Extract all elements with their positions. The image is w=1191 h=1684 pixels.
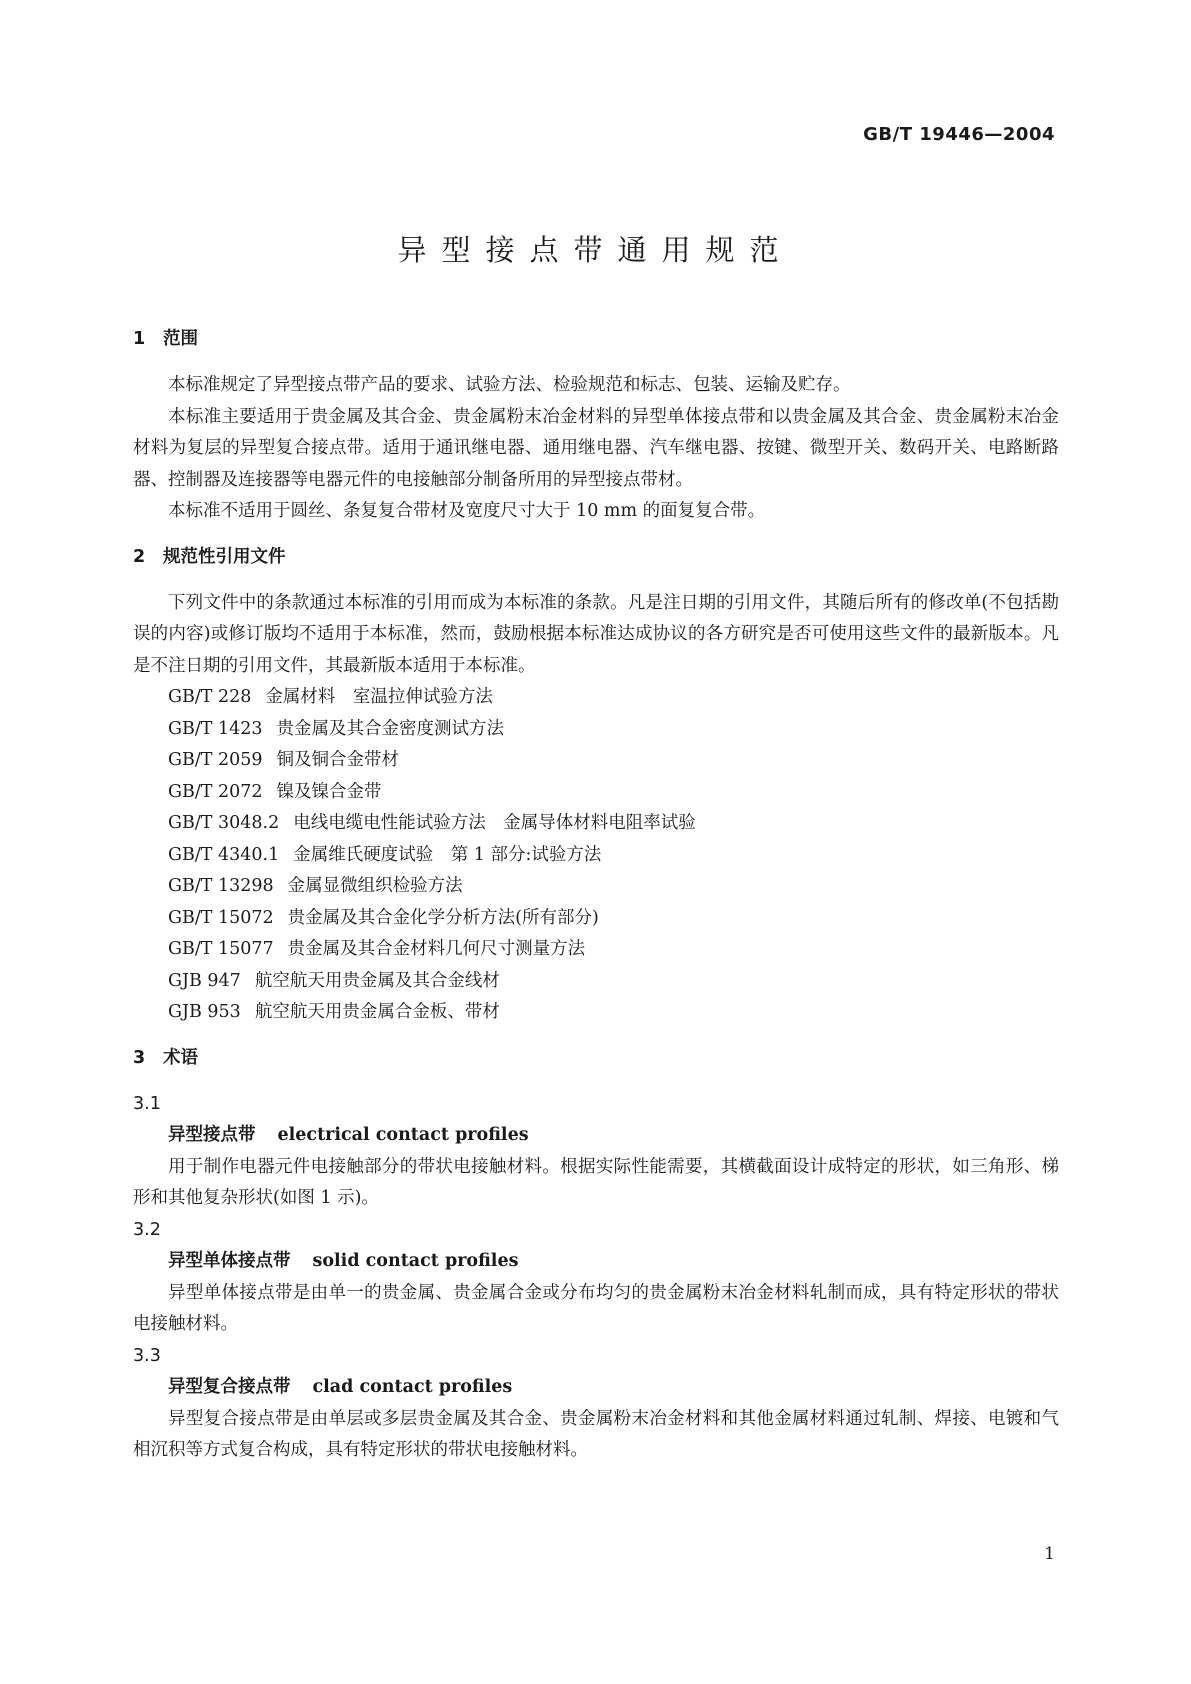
reference-item xyxy=(133,808,1059,840)
section-heading-terms xyxy=(133,1041,1059,1075)
reference-item xyxy=(133,997,1059,1029)
term-name-en: electrical contact profiles xyxy=(277,1125,529,1145)
reference-item xyxy=(133,934,1059,966)
reference-code: GB/T 2059 xyxy=(168,750,263,770)
reference-title: 航空航天用贵金属合金板、带材 xyxy=(254,1002,500,1022)
reference-item xyxy=(133,682,1059,714)
section-number: 1 xyxy=(133,329,146,349)
reference-item xyxy=(133,840,1059,872)
term-number: 3.3 xyxy=(133,1345,161,1366)
term-entry xyxy=(133,1089,1059,1215)
reference-code: GB/T 4340.1 xyxy=(168,844,280,865)
term-entry xyxy=(133,1341,1059,1467)
term-definition: 用于制作电器元件电接触部分的带状电接触材料。根据实际性能需要，其横截面设计成特定的形状，如三角形、梯形和其他复杂形状(如图 1 示)。 xyxy=(133,1156,1059,1208)
page-header-code: GB/T 19446—2004 xyxy=(863,124,1055,145)
section-title: 规范性引用文件 xyxy=(163,546,286,567)
term-definition: 异型复合接点带是由单层或多层贵金属及其合金、贵金属粉末冶金材料和其他金属材料通过轧制、焊接、电镀和气相沉积等方式复合构成，具有特定形状的带状电接触材料。 xyxy=(133,1408,1059,1460)
reference-item xyxy=(133,903,1059,935)
term-definition: 异型单体接点带是由单一的贵金属、贵金属合金或分布均匀的贵金属粉末冶金材料轧制而成，具有特定形状的带状电接触材料。 xyxy=(133,1282,1059,1334)
reference-title: 贵金属及其合金材料几何尺寸测量方法 xyxy=(287,939,586,959)
reference-code: GB/T 1423 xyxy=(168,718,263,739)
scope-paragraph: 本标准不适用于圆丝、条复复合带材及宽度尺寸大于 10 mm 的面复复合带。 xyxy=(168,501,766,521)
reference-code: GB/T 13298 xyxy=(168,876,274,896)
document-body xyxy=(133,322,1059,1467)
reference-title: 金属显微组织检验方法 xyxy=(287,876,463,896)
section-heading-scope xyxy=(133,322,1059,356)
reference-item xyxy=(133,745,1059,777)
reference-item xyxy=(133,714,1059,746)
reference-code: GB/T 15077 xyxy=(168,939,274,959)
reference-title: 金属维氏硬度试验 第 1 部分:试验方法 xyxy=(293,844,602,865)
reference-code: GJB 953 xyxy=(168,1002,241,1022)
reference-code: GB/T 15072 xyxy=(168,907,274,928)
term-entry xyxy=(133,1215,1059,1341)
reference-title: 金属材料 室温拉伸试验方法 xyxy=(265,687,493,707)
reference-code: GB/T 3048.2 xyxy=(168,813,280,833)
scope-paragraph: 本标准规定了异型接点带产品的要求、试验方法、检验规范和标志、包装、运输及贮存。 xyxy=(168,375,851,395)
reference-title: 镍及镍合金带 xyxy=(276,781,382,802)
reference-code: GB/T 228 xyxy=(168,687,252,707)
reference-title: 铜及铜合金带材 xyxy=(276,750,400,770)
scope-paragraph: 本标准主要适用于贵金属及其合金、贵金属粉末冶金材料的异型单体接点带和以贵金属及其合金、贵金属粉末冶金材料为复层的异型复合接点带。适用于通讯继电器、通用继电器、汽车继电器、按键、微型开关、数码开关、电路断路器、控制器及连接器等电器元件的电接触部分制备所用的异型接点带材。 xyxy=(133,406,1059,490)
section-heading-refs xyxy=(133,540,1059,574)
term-number: 3.1 xyxy=(133,1093,161,1114)
section-number: 2 xyxy=(133,546,146,567)
reference-code: GJB 947 xyxy=(168,970,241,991)
reference-title: 电线电缆电性能试验方法 金属导体材料电阻率试验 xyxy=(293,813,696,833)
term-name-en: clad contact profiles xyxy=(312,1377,513,1397)
reference-title: 航空航天用贵金属及其合金线材 xyxy=(254,970,500,991)
term-name-zh: 异型接点带 xyxy=(168,1125,256,1145)
reference-item xyxy=(133,966,1059,998)
page-number: 1 xyxy=(1044,1544,1055,1564)
term-name-en: solid contact profiles xyxy=(312,1251,519,1271)
reference-list xyxy=(133,682,1059,1029)
section-number: 3 xyxy=(133,1047,146,1068)
term-name-zh: 异型单体接点带 xyxy=(168,1251,291,1271)
reference-item xyxy=(133,871,1059,903)
term-name xyxy=(133,1246,1059,1278)
reference-title: 贵金属及其合金密度测试方法 xyxy=(276,718,505,739)
section-title: 范围 xyxy=(163,329,198,349)
term-name-zh: 异型复合接点带 xyxy=(168,1377,291,1397)
document-title: 异型接点带通用规范 xyxy=(397,233,794,267)
reference-item xyxy=(133,777,1059,809)
term-name xyxy=(133,1120,1059,1152)
section-title: 术语 xyxy=(163,1047,198,1068)
refs-intro-paragraph: 下列文件中的条款通过本标准的引用而成为本标准的条款。凡是注日期的引用文件，其随后所有的修改单(不包括勘误的内容)或修订版均不适用于本标准，然而，鼓励根据本标准达成协议的各方研究是否可使用这些文件的最新版本。凡是不注日期的引用文件，其最新版本适用于本标准。 xyxy=(133,592,1059,676)
reference-title: 贵金属及其合金化学分析方法(所有部分) xyxy=(287,907,599,928)
reference-code: GB/T 2072 xyxy=(168,781,263,802)
term-number: 3.2 xyxy=(133,1219,161,1240)
term-name xyxy=(133,1372,1059,1404)
